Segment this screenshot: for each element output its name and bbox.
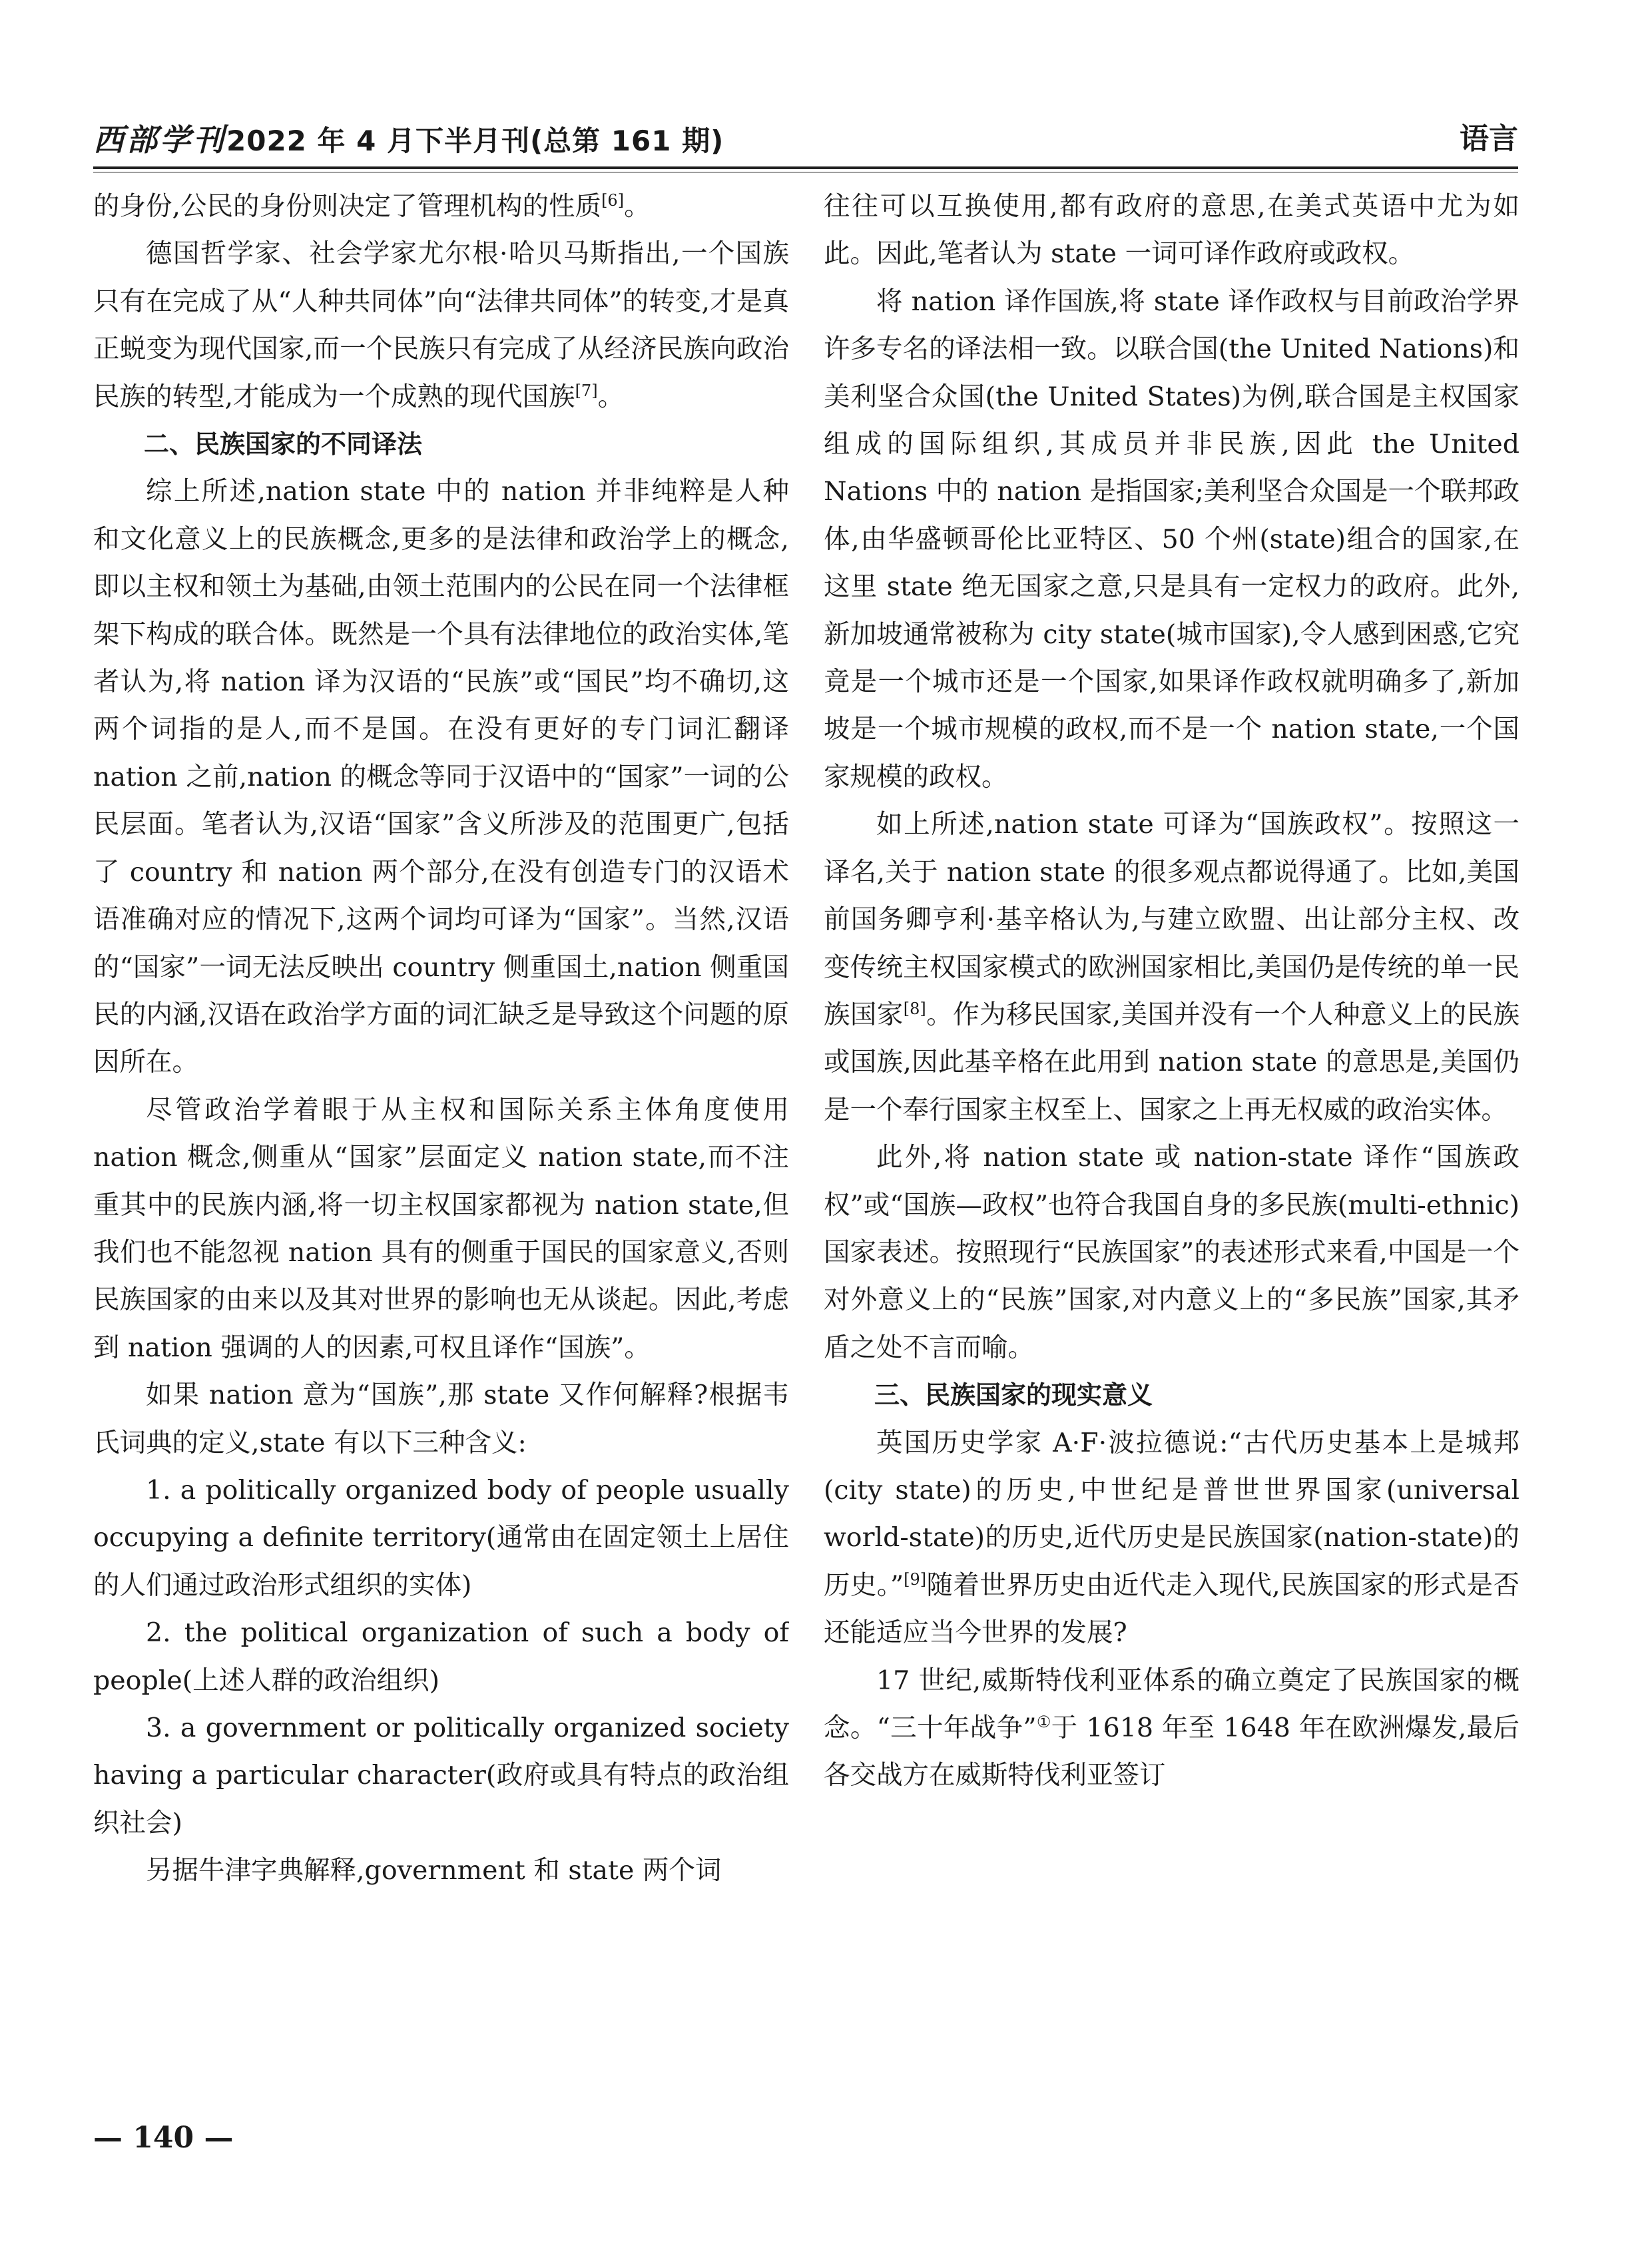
paragraph-text: 综上所述,nation state 中的 nation 并非纯粹是人种和文化意义上的民族概念,更多的是法律和政治学上的概念,即以主权和领土为基础,由领土范围内的公民在同一个法律框架下构成的联合体。既然是一个具有法律地位的政治实体,笔者认为,将 nation 译为汉语的“民族”或“国民”均不确切,这两个词指的是人,而不是国。在没有更好的专门词汇翻译 nation 之前,nation 的概念等同于汉语中的“国家”一词的公民层面。笔者认为,汉语“国家”含义所涉及的范围更广,包括了 country 和 nation 两个部分,在没有创造专门的汉语术语准确对应的情况下,这两个词均可译为“国家”。当然,汉语的“国家”一词无法反映出 country 侧重国土,nation 侧重国民的内涵,汉语在政治学方面的词汇缺乏是导致这个问题的原因所在。 [93, 476, 789, 1078]
paragraph-text: 3. a government or politically organized society having a particular character(政府或具有特点的政治组织社会) [93, 1713, 789, 1838]
paragraph-text: 德国哲学家、社会学家尤尔根·哈贝马斯指出,一个国族只有在完成了从“人种共同体”向“法律共同体”的转变,才是真正蜕变为现代国家,而一个民族只有完成了从经济民族向政治民族的转型,才能成为一个成熟的现代国族 [93, 238, 789, 412]
paragraph-text: 2. the political organization of such a body of people(上述人群的政治组织) [93, 1617, 789, 1696]
paragraph-text-continued: 。 [597, 381, 625, 412]
paragraph [824, 183, 1519, 278]
paragraph-text: 此外,将 nation state 或 nation-state 译作“国族政权”或“国族—政权”也符合我国自身的多民族(multi-ethnic)国家表述。按照现行“民族国家”的表述形式来看,中国是一个对外意义上的“民族”国家,对内意义上的“多民族”国家,其矛盾之处不言而喻。 [824, 1142, 1519, 1363]
running-header [93, 112, 1518, 158]
right-column [824, 183, 1519, 2094]
paragraph-text: 往往可以互换使用,都有政府的意思,在美式英语中尤为如此。因此,笔者认为 state 一词可译作政府或政权。 [824, 191, 1519, 270]
paragraph-text-continued: 。 [624, 191, 651, 222]
issue-info: 2022 年 4 月下半月刊(总第 161 期) [226, 125, 724, 157]
paragraph-text-continued: 于 1618 年至 1648 年在欧洲爆发,最后各交战方在威斯特伐利亚签订 [824, 1713, 1519, 1791]
citation-ref: [7] [575, 381, 598, 400]
paragraph [824, 278, 1519, 801]
paragraph [824, 1420, 1519, 1657]
citation-ref: ① [1036, 1712, 1051, 1731]
paragraph-text: 1. a politically organized body of people usually occupying a definite territory(通常由在固定领土上居住的人们通过政治形式组织的实体) [93, 1474, 789, 1601]
paragraph-text: 另据牛津字典解释,government 和 state 两个词 [146, 1855, 722, 1886]
paragraph [93, 230, 789, 421]
paragraph [824, 1657, 1519, 1800]
paragraph [824, 1134, 1519, 1372]
paragraph-text-continued: 。作为移民国家,美国并没有一个人种意义上的民族或国族,因此基辛格在此用到 nation state 的意思是,美国仍是一个奉行国家主权至上、国家之上再无权威的政治实体。 [824, 999, 1519, 1125]
journal-logo: 西部学刊 [93, 122, 226, 158]
paragraph [93, 1847, 789, 1894]
page-number: — 140 — [93, 2121, 234, 2155]
paragraph [93, 468, 789, 1086]
paragraph-text: 将 nation 译作国族,将 state 译作政权与目前政治学界许多专名的译法相一致。以联合国(the United Nations)和美利坚合众国(the United States)为例,联合国是主权国家组成的国际组织,其成员并非民族,因此 the United Nations 中的 nation 是指国家;美利坚合众国是一个联邦政体,由华盛顿哥伦比亚特区、50 个州(state)组合的国家,在这里 state 绝无国家之意,只是具有一定权力的政府。此外,新加坡通常被称为 city state(城市国家),令人感到困惑,它究竟是一个城市还是一个国家,如果译作政权就明确多了,新加坡是一个城市规模的政权,而不是一个 nation state,一个国家规模的政权。 [824, 286, 1519, 792]
paragraph-text: 17 世纪,威斯特伐利亚体系的确立奠定了民族国家的概念。“三十年战争” [824, 1665, 1519, 1743]
section-name: 语言 [1460, 122, 1518, 156]
paragraph-text: 尽管政治学着眼于从主权和国际关系主体角度使用 nation 概念,侧重从“国家”层面定义 nation state,而不注重其中的民族内涵,将一切主权国家都视为 nation state,但我们也不能忽视 nation 具有的侧重于国民的国家意义,否则民族国家的由来以及其对世界的影响也无从谈起。因此,考虑到 nation 强调的人的因素,可权且译作“国族”。 [93, 1094, 789, 1363]
citation-ref: [9] [904, 1569, 927, 1589]
paragraph-text: 如果 nation 意为“国族”,那 state 又作何解释?根据韦氏词典的定义,state 有以下三种含义: [93, 1380, 789, 1458]
paragraph-text: 的身份,公民的身份则决定了管理机构的性质 [93, 191, 602, 222]
citation-ref: [8] [903, 999, 926, 1018]
paragraph [93, 1609, 789, 1705]
header-rule [93, 166, 1518, 172]
paragraph [93, 183, 789, 230]
paragraph-text: 如上所述,nation state 可译为“国族政权”。按照这一译名,关于 nation state 的很多观点都说得通了。比如,美国前国务卿亨利·基辛格认为,与建立欧盟、出让部分主权、改变传统主权国家模式的欧洲国家相比,美国仍是传统的单一民族国家 [824, 809, 1519, 1030]
citation-ref: [6] [601, 190, 625, 210]
paragraph [93, 1372, 789, 1467]
left-column [93, 183, 789, 2094]
journal-issue [93, 116, 724, 160]
section-heading: 三、民族国家的现实意义 [874, 1380, 1153, 1410]
paragraph-text-continued: 随着世界历史由近代走入现代,民族国家的形式是否还能适应当今世界的发展? [824, 1569, 1519, 1649]
paragraph [824, 801, 1519, 1134]
paragraph [93, 1467, 789, 1609]
paragraph [93, 1705, 789, 1847]
section-heading: 二、民族国家的不同译法 [144, 429, 423, 459]
paragraph [93, 1087, 789, 1372]
paragraph-text: 英国历史学家 A·F·波拉德说:“古代历史基本上是城邦(city state)的历史,中世纪是普世世界国家(universal world-state)的历史,近代历史是民族国家(nation-state)的历史。” [824, 1427, 1519, 1601]
